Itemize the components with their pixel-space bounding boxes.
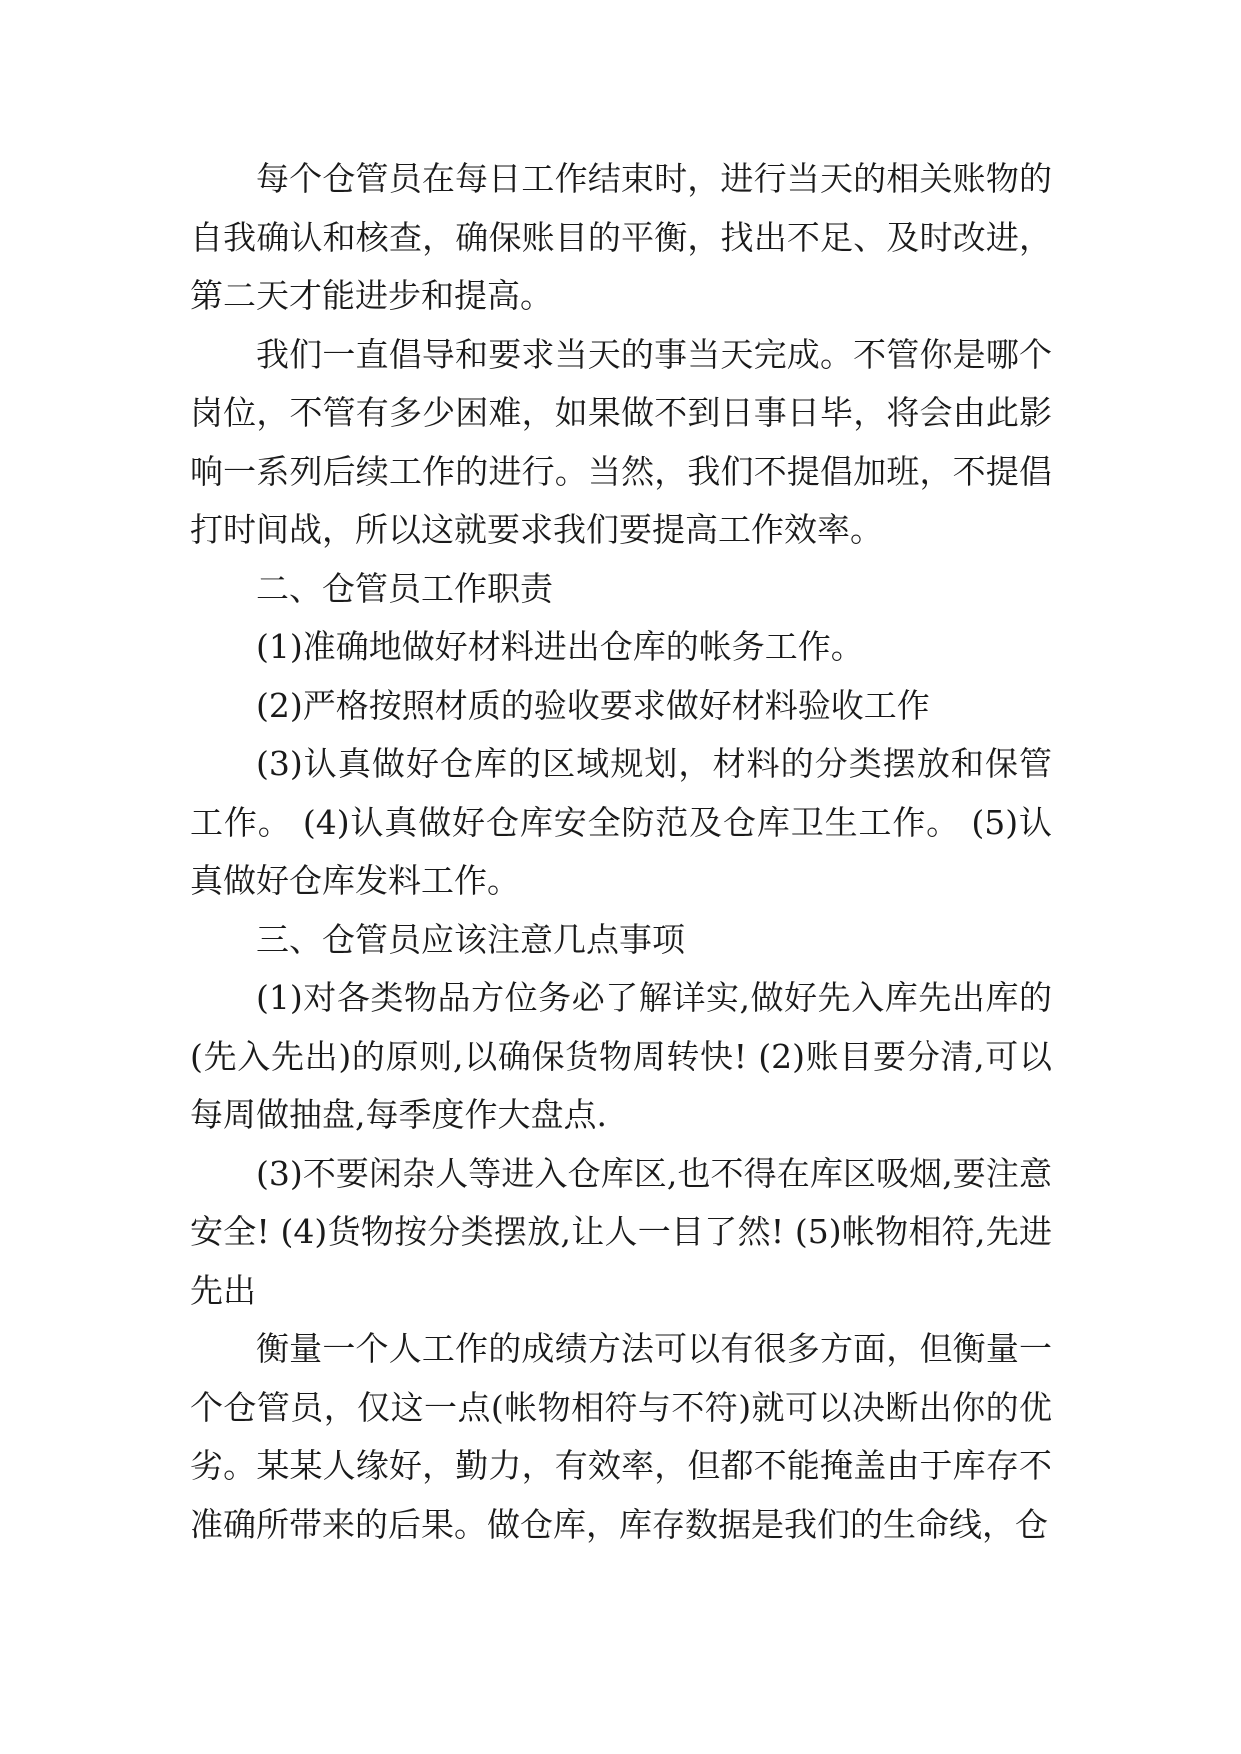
paragraph-daily-check: 每个仓管员在每日工作结束时，进行当天的相关账物的自我确认和核查，确保账目的平衡，找出不足、及时改进，第二天才能进步和提高。 xyxy=(190,159,1052,315)
duty-item-1: (1)准确地做好材料进出仓库的帐务工作。 xyxy=(256,627,864,666)
duty-items-3-5: (3)认真做好仓库的区域规划，材料的分类摆放和保管工作。 (4)认真做好仓库安全防范及仓库卫生工作。 (5)认真做好仓库发料工作。 xyxy=(190,744,1052,900)
paragraph-measuring-performance: 衡量一个人工作的成绩方法可以有很多方面，但衡量一个仓管员，仅这一点(帐物相符与不符)就可以决断出你的优劣。某某人缘好，勤力，有效率，但都不能掩盖由于库存不准确所带来的后果。做仓库，库存数据是我们的生命线，仓 xyxy=(190,1329,1052,1544)
paragraph-same-day-completion: 我们一直倡导和要求当天的事当天完成。不管你是哪个岗位，不管有多少困难，如果做不到日事日毕，将会由此影响一系列后续工作的进行。当然，我们不提倡加班，不提倡打时间战，所以这就要求我们要提高工作效率。 xyxy=(190,334,1052,549)
note-items-3-5: (3)不要闲杂人等进入仓库区,也不得在库区吸烟,要注意安全! (4)货物按分类摆放,让人一目了然! (5)帐物相符,先进先出 xyxy=(190,1153,1052,1310)
note-items-1-2: (1)对各类物品方位务必了解详实,做好先入库先出库的(先入先出)的原则,以确保货物周转快! (2)账目要分清,可以每周做抽盘,每季度作大盘点. xyxy=(190,978,1052,1134)
duty-item-2: (2)严格按照材质的验收要求做好材料验收工作 xyxy=(256,685,930,725)
section-heading-notes: 三、仓管员应该注意几点事项 xyxy=(256,919,685,959)
document-body xyxy=(190,150,1052,1554)
section-heading-duties: 二、仓管员工作职责 xyxy=(256,568,553,608)
